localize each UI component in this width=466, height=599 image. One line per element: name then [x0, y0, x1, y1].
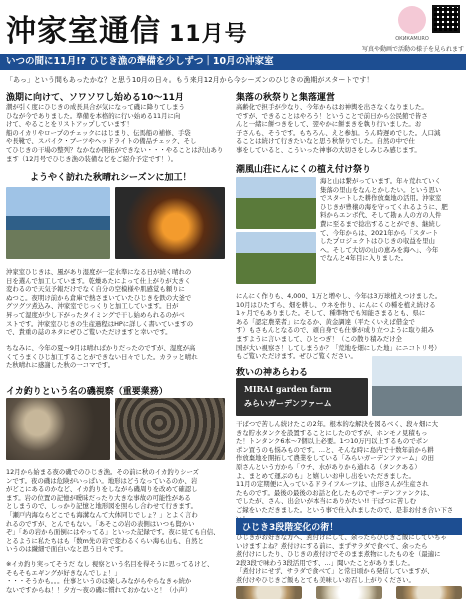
text-line: 10月はひたすら、畑を耕し、ウネを作り、にんにくの種を植え続ける: [236, 300, 436, 309]
intro-text: 「あっ」という間もあったかな？と思う10月の日々。もう来月12月から今シーズンのひじきの漁期がスタートです！: [6, 76, 374, 84]
text-line: でスタートした耕作放棄地の活用。沖家室: [320, 194, 442, 203]
text-line: したプロジェクトはひじきの収益を里山: [320, 237, 435, 246]
text-line: 12月から始まる夜の磯でのひじき漁。その前に秋のイカ釣りシーズ: [6, 468, 199, 476]
text-line: 潮が引く度にひじきの成長具合が気になって磯に降りてしまう: [6, 103, 185, 111]
text-line: いけますよね？煮付けにする前に、まずサラダで食べて、余ったら: [236, 541, 428, 550]
text-line: た秋晴れに感謝した秋の一コマです。: [6, 361, 115, 370]
text-line: で、貴重の誌のネタにぜひご覧いただけますと幸いです。: [6, 328, 172, 337]
section-body-festival: [236, 103, 462, 155]
text-line: 変わるので天気予報だけでなく自分の空模様や肌感覚も頼りに: [6, 285, 185, 294]
text-line: んと一緒に餅つきをして、翌やかに餅まきを執り行いました。お: [236, 120, 422, 129]
text-line: たものです。最後の最後のお話と化したものでサーデンファンクは、: [236, 488, 434, 497]
text-line: でなんと4年目に入りました。: [320, 254, 408, 263]
sign-line-1: MIRAI garden farm: [244, 384, 332, 394]
section-heading-savior: 救いの神あらわる: [236, 368, 309, 378]
text-line: グツグツ煮込み、沖家室でじっくりと加工しています。日が: [6, 302, 179, 311]
processing-note: [6, 344, 226, 370]
text-line: や長靴で、スパイク・ブーツやヘッドライトの備品チェック、そし: [6, 137, 197, 146]
text-line: 集落の里山をなんとかしたい。という思い: [320, 185, 442, 194]
section-heading-festival: 集落の秋祭りと集落運営: [236, 93, 336, 103]
text-line: 原さんという方から「ウチ、水がありから通れる（タンクある）: [236, 462, 421, 471]
text-line: 高齢化で担手が少なり、今年からはお神輿を出さなくなりました。: [236, 103, 428, 111]
text-line: 沖家室ひじきは、風があり湿度が一定水準になる日が続く晴れの: [6, 268, 192, 276]
text-line: ます。岩の位置の記憶が曖昧だったり大きな事故の可能性がある: [6, 493, 191, 502]
text-line: 11月の定期便に入っているドライフルーツは、山形さんが生産され: [236, 480, 429, 489]
section-body-preparation: [6, 103, 226, 163]
text-line: 国が大い視察さ！してしまうか？「荒地を畑にした地」にニコトリ号）: [236, 343, 441, 352]
text-line: 煮付けにしたり、ひじきの煮付けでそのまま煮物にしたものを（最適に: [236, 550, 441, 559]
text-line: 昇って湿度が少し下がったタイミングで干し始められるのがベ: [6, 310, 185, 319]
section-body-garlic-a: [320, 177, 462, 263]
section-heading-garlic: 潮風山荘にんにくの植え付け祭り: [236, 165, 372, 175]
text-line: てひじきの干場の整列？なかなか開拓ができない・・・やることは沢山あり: [6, 145, 224, 154]
text-line: くてうまくひじ加工することができない日々でした。カラッと晴れ: [6, 352, 198, 361]
text-line: ます（12月号でひじき漁の装備などをご紹介予定です！）。: [6, 154, 178, 163]
photo-hijiki-salad: [236, 586, 302, 599]
text-line: ひじきが豊穣の海を守ってくれるように、肥: [320, 202, 448, 211]
text-line: ひじきがお好きな方へ、煮付けにして、余ったらひじきご飯にしていちゃ: [236, 533, 447, 541]
text-line: 干ばつで苦しん続けたこの2年。根本的な解決を図るべく、段々畑に大: [236, 420, 439, 428]
text-line: ひなが今でありました。準備を本格的に行い始める11月に向: [6, 111, 181, 120]
text-line: 子さんも、そうです。もちろん、えと参加。うん時遅めでした。人口減: [236, 128, 441, 137]
okikamuro-logo-icon: [398, 6, 426, 34]
text-line: ぞ」「あの岩から面倒にはやってる」といった記録です。夜に見ても自信、: [6, 528, 220, 537]
text-line: た！トンタンク6本〜7個以上必要。1つ10万円以上するものでポン: [236, 437, 429, 446]
photo-coast-fields: [236, 177, 316, 229]
section-heading-squid-fishing: イカ釣りという名の磯視察（重要業務）: [6, 387, 168, 397]
text-line: 1ヶ月でもありました。そして、種準物でも知能さまるとも、県に: [236, 309, 426, 318]
text-line: 「煮付けにせず、サラダで食べて」と常日頃から発信していますが、: [236, 567, 434, 576]
logo-caption: ОКИКАМURO: [395, 36, 429, 42]
text-line: ぬつこ。夜明け前から倉庫で熱さまいていたひじきを鉄の大釜で: [6, 293, 192, 302]
squid-fishing-note: [6, 560, 226, 594]
qr-code-icon[interactable]: [432, 5, 460, 33]
photo-hijiki-simmered: [396, 586, 462, 599]
text-line: 「瀬戸内海ならどこでも海溝なんて大体同じでしょ？」とよく言わ: [6, 510, 198, 519]
section-heading-three-stage: ひじき3段階変化の術！: [236, 518, 462, 535]
text-line: て、今年からは、2021年から「スタート: [320, 228, 439, 237]
text-line: ストです。沖家室ひじきの生産過程はHPに詳しく書いていますの: [6, 319, 194, 328]
text-line: がどこにあるのかなど、イカ釣りをしながら磯周りを改めて確認し: [6, 485, 198, 494]
text-line: ですが、できることはやろう！ということで前日から公民館で皆さ: [236, 111, 428, 120]
text-line: す）もさもんとなるので、頑自身でも仕事が成り立つように取り組み: [236, 326, 434, 335]
title-text: 沖家室通信: [6, 14, 161, 49]
issue-month: 11月号: [169, 22, 248, 47]
text-line: ご縁をいただきました。という事で仕入れましたので、是非お付き合い下さ: [236, 505, 454, 514]
section-body-savior: [236, 420, 462, 523]
text-line: 作放棄地を開拓して農業をしている「みらいガーデンファーム」の田: [236, 454, 434, 463]
text-line: ちなみに、今年の夏〜9月は晴ればかりだったのですが、湿度が高: [6, 344, 196, 352]
text-line: 事をしていると、こういった神事の大切さをしみじみ感じます。: [236, 145, 421, 154]
section-body-garlic-b: [236, 292, 462, 361]
text-line: そもそもエギングが好きなんでしょ！」: [6, 568, 121, 577]
text-line: 2段3段で味わう3段活用です、…」聞いたことがありました。: [236, 558, 414, 567]
text-line: 海と山は繋がっています。年々荒れていく: [320, 177, 441, 185]
text-line: ※イカ釣り実ってそうだ なし 視察という名目を得そうに思ってるけど、: [6, 560, 214, 568]
photo-drying-racks: [6, 187, 110, 259]
text-line: にんにく作りも、4,000、1万と増やし、今年は3万球植えつけました。: [236, 292, 442, 300]
photo-cauldron-fire: [115, 187, 225, 259]
sign-line-2: みらいガーデンファーム: [244, 398, 332, 408]
text-line: ンです。夜の磯は危険がいっぱい。地形はどうなっているのか、岩: [6, 476, 198, 485]
photo-rocky-shore: [115, 398, 225, 460]
section-body-three-stage: [236, 533, 462, 585]
photo-garlic-planting: [236, 232, 316, 284]
text-line: きな貯水タンクを設置することにしたのですが、ホンモノ見積もっ: [236, 428, 428, 437]
headline-banner: いつの間に11月!? ひじき漁の準備を少しずつ｜10月の沖家室: [0, 54, 466, 70]
text-line: 日を選んで加工しています。乾燥あたによって仕上がりが大きく: [6, 276, 191, 285]
section-heading-processing: ようやく訪れた秋晴れシーズンに加工！: [30, 173, 192, 183]
text-line: いうのは繊細で面白いなと思う日々です。: [6, 545, 127, 554]
text-line: ますように言いまして、ひとつぎ！（この散り積みだけ全: [236, 334, 402, 343]
text-line: れるのですが、とんでもない。「あそこの岩の表側はいつも賢かい: [6, 519, 195, 528]
photo-water-tank-truck: [372, 356, 462, 416]
text-line: 船のイカリやロープのチェックにはじまり、伝馬船の補修、手袋: [6, 128, 191, 137]
text-line: ることは続けて行きたいなと思う秋祭りでした。自然の中で仕: [236, 137, 415, 146]
newsletter-title: [6, 6, 248, 50]
text-line: でしたが、さん、出会いが本当にありがたい!! 干ばつに苦しむ: [236, 497, 417, 506]
text-line: 煮付けやひじきご飯もとても美味しいお召し上がりください。: [236, 575, 415, 584]
text-line: ないですからね！！夕方〜夜の磯に慣れておかないと！（小声）: [6, 585, 192, 594]
photo-hijiki-rice: [316, 586, 382, 599]
text-line: ある「認定農業者」になるか、黄金調達（平たくいえば借金で: [236, 317, 415, 326]
text-line: とるように私たちはも「数m先の岩で変わるくらい海も山も、自然と: [6, 536, 204, 545]
photo-farm-sign: [236, 378, 368, 416]
section-body-squid-fishing: [6, 468, 226, 554]
qr-note: 写真や動画で活動の様子を見られます: [361, 46, 464, 53]
text-line: へ。そして大切の山の恵みを海へ」、今年: [320, 245, 439, 254]
section-body-processing: [6, 268, 226, 337]
text-line: もご覧いただけます。ぜひご覧ください。: [236, 352, 357, 361]
photo-squid-catch: [6, 398, 110, 460]
text-line: としまうので、しっかり記憶と地形図を照らし合わせて行きます。: [6, 502, 198, 511]
text-line: ・・・そうかも。。。仕事というのは楽しみながらやらなきゃ続か: [6, 577, 192, 586]
text-line: ポン買うのも悩みものです。…と、そんな時に島内で十数年前から耕: [236, 445, 434, 454]
text-line: けて、やることをリストアップしています！: [6, 120, 133, 129]
text-line: 料からエンボ代、そして勘ぁ人の方の人件: [320, 211, 442, 220]
section-heading-preparation: 漁期に向けて、ソワソワし始める10〜11月: [6, 93, 184, 103]
text-line: よ、まとめて運ぶのも」と嬉しいお申し出をいただきました。: [236, 471, 415, 480]
text-line: 費に至るまで捻出することができ、継続し: [320, 219, 442, 228]
